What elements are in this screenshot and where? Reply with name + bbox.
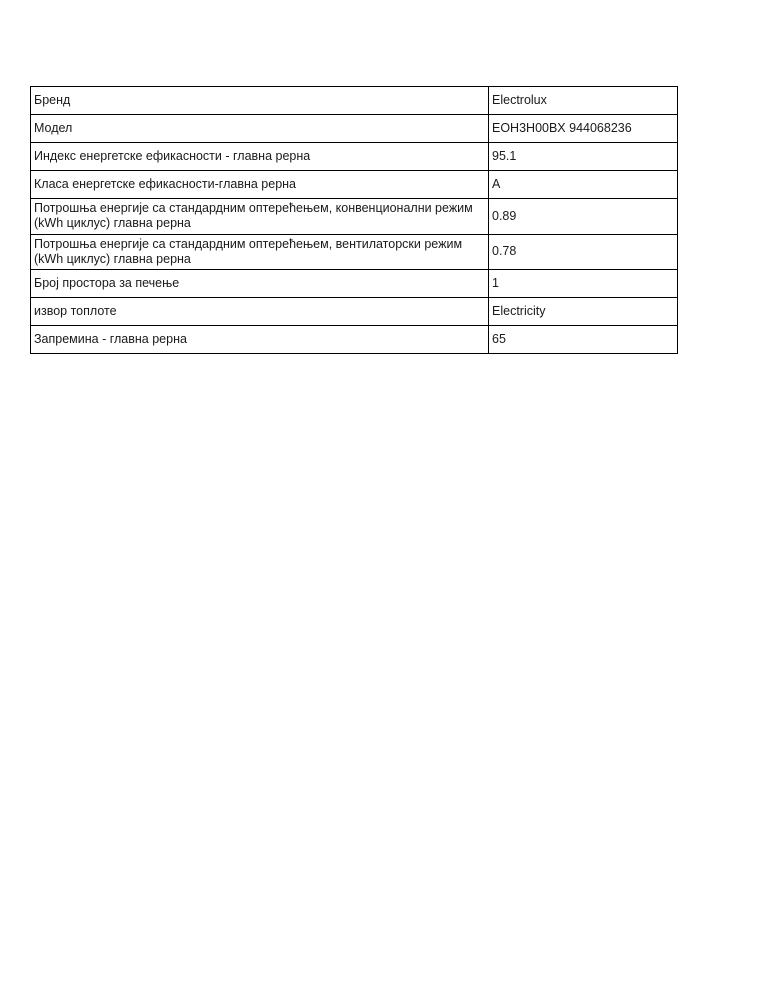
product-spec-table (30, 86, 678, 354)
spec-label: Бренд (31, 87, 489, 115)
spec-value: 95.1 (489, 143, 678, 171)
spec-label: Модел (31, 115, 489, 143)
table-row (31, 143, 678, 171)
spec-label: Индекс енергетске ефикасности - главна рерна (31, 143, 489, 171)
spec-value: EOH3H00BX 944068236 (489, 115, 678, 143)
spec-value: 0.89 (489, 199, 678, 235)
table-row (31, 171, 678, 199)
spec-label: Број простора за печење (31, 270, 489, 298)
spec-value: Electricity (489, 298, 678, 326)
spec-label: Запремина - главна рерна (31, 326, 489, 354)
table-row (31, 298, 678, 326)
spec-label: извор топлоте (31, 298, 489, 326)
spec-label: Потрошња енергије са стандардним оптерећењем, конвенционални режим (kWh циклус) главна рерна (31, 199, 489, 235)
spec-label: Класа енергетске ефикасности-главна рерна (31, 171, 489, 199)
table-row (31, 199, 678, 235)
spec-value: 1 (489, 270, 678, 298)
spec-value: Electrolux (489, 87, 678, 115)
table-row (31, 115, 678, 143)
spec-value: A (489, 171, 678, 199)
table-row (31, 326, 678, 354)
spec-value: 0.78 (489, 234, 678, 270)
spec-label: Потрошња енергије са стандардним оптерећењем, вентилаторски режим (kWh циклус) главна рерна (31, 234, 489, 270)
spec-table-body (31, 87, 678, 354)
table-row (31, 234, 678, 270)
table-row (31, 87, 678, 115)
spec-value: 65 (489, 326, 678, 354)
table-row (31, 270, 678, 298)
